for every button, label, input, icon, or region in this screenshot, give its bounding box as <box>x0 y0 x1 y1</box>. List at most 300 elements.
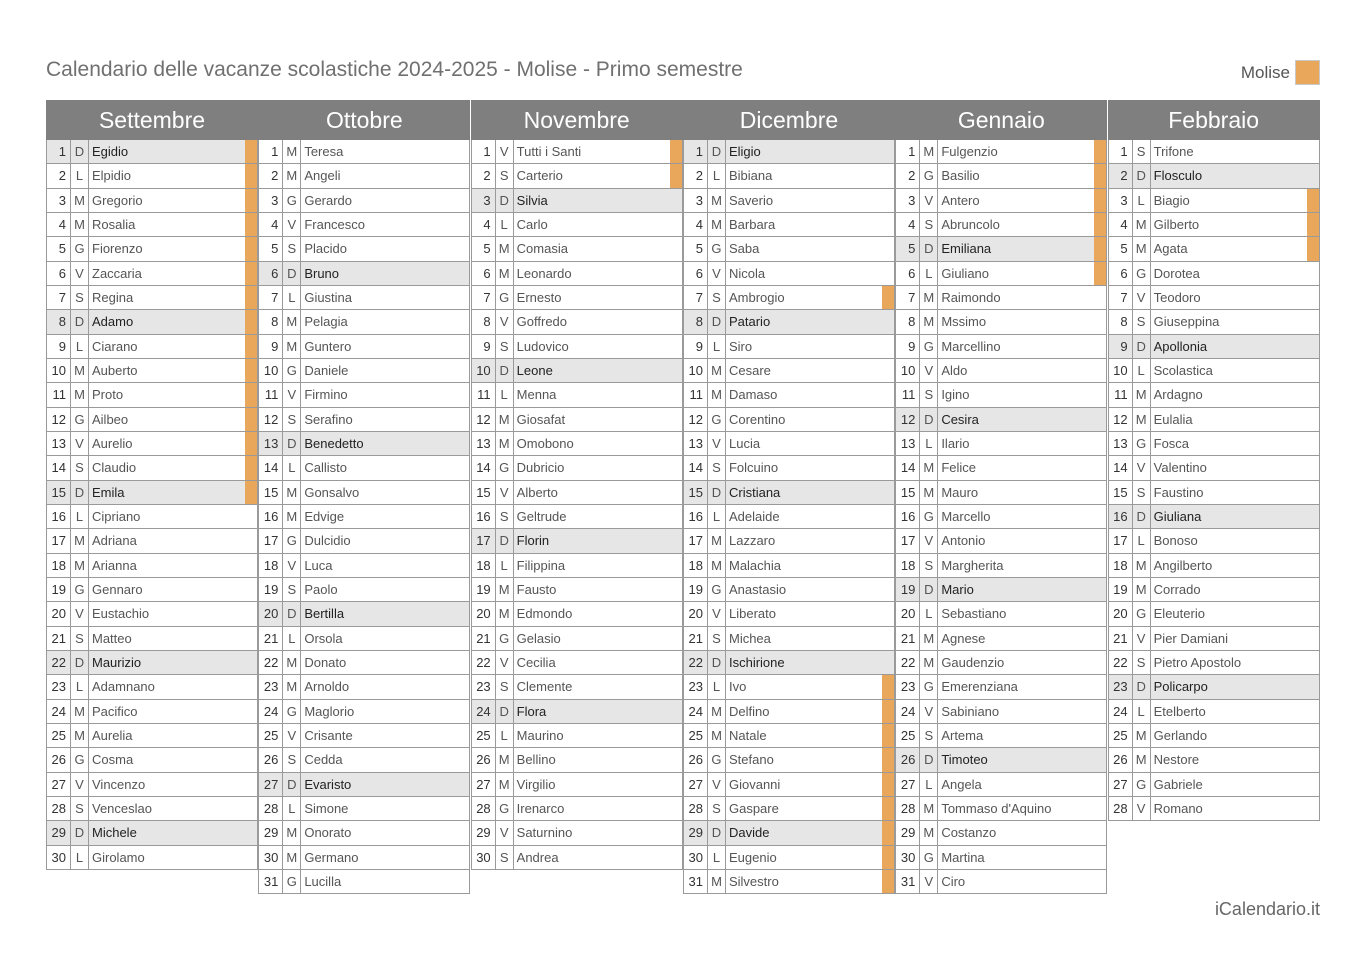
saint-name: Girolamo <box>92 849 145 865</box>
saint-name: Gilberto <box>1153 216 1200 232</box>
saint-name: Gennaro <box>92 581 143 597</box>
day-row <box>683 529 895 553</box>
day-number: 21 <box>684 627 708 650</box>
saint-name: Tommaso d'Aquino <box>941 800 1052 816</box>
saint-name: Timoteo <box>941 752 988 768</box>
day-row <box>895 383 1107 407</box>
day-number: 16 <box>896 505 920 528</box>
day-number: 13 <box>1109 432 1133 455</box>
weekday-letter: M <box>1133 724 1151 747</box>
day-number: 6 <box>259 262 283 285</box>
saint-name: Firmino <box>304 387 348 403</box>
saint-name: Lucilla <box>304 873 342 889</box>
day-row <box>258 529 470 553</box>
holiday-slot <box>457 554 469 577</box>
saint-name: Tutti i Santi <box>516 144 582 159</box>
weekday-letter: V <box>71 262 89 285</box>
day-row <box>895 651 1107 675</box>
day-number: 3 <box>47 189 71 212</box>
day-number: 21 <box>1109 627 1133 650</box>
day-number: 2 <box>259 164 283 187</box>
day-number: 19 <box>47 578 71 601</box>
saint-name: Venceslao <box>92 800 152 816</box>
day-row <box>471 262 683 286</box>
holiday-marker <box>882 846 894 869</box>
holiday-marker <box>1094 189 1106 212</box>
weekday-letter: S <box>708 627 726 650</box>
day-number: 21 <box>896 627 920 650</box>
holiday-slot <box>245 602 257 625</box>
day-number: 23 <box>1109 675 1133 698</box>
day-number: 20 <box>47 602 71 625</box>
day-number: 19 <box>1109 578 1133 601</box>
saint-name: Maglorio <box>304 703 355 719</box>
holiday-slot <box>670 286 682 309</box>
holiday-slot <box>1307 651 1319 674</box>
day-row <box>258 675 470 699</box>
saint-name: Saba <box>728 241 760 257</box>
day-row <box>46 724 258 748</box>
holiday-slot <box>1094 821 1106 844</box>
holiday-slot <box>1094 456 1106 479</box>
day-number: 26 <box>896 748 920 771</box>
day-number: 16 <box>47 505 71 528</box>
saint-name: Egidio <box>92 144 129 159</box>
day-row <box>471 797 683 821</box>
day-number: 27 <box>896 773 920 796</box>
holiday-marker <box>882 773 894 796</box>
saint-name: Eustachio <box>92 606 150 622</box>
month-febbraio <box>1108 100 1320 821</box>
day-row <box>471 821 683 845</box>
day-number: 30 <box>684 846 708 869</box>
weekday-letter: M <box>283 335 301 358</box>
holiday-slot <box>1307 262 1319 285</box>
weekday-letter: M <box>71 700 89 723</box>
day-row <box>258 821 470 845</box>
holiday-marker <box>1094 262 1106 285</box>
saint-name: Simone <box>304 800 349 816</box>
saint-name: Cecilia <box>516 654 556 670</box>
holiday-slot <box>882 481 894 504</box>
saint-name: Pacifico <box>92 703 138 719</box>
holiday-slot <box>882 213 894 236</box>
weekday-letter: S <box>920 383 938 406</box>
day-row <box>471 213 683 237</box>
day-number: 20 <box>1109 602 1133 625</box>
saint-name: Edmondo <box>516 606 573 622</box>
day-number: 4 <box>896 213 920 236</box>
day-number: 5 <box>472 237 496 260</box>
saint-name: Gabriele <box>1153 776 1203 792</box>
saint-name: Aurelio <box>92 435 133 451</box>
day-row <box>683 724 895 748</box>
weekday-letter: D <box>496 700 514 723</box>
weekday-letter: G <box>71 237 89 260</box>
weekday-letter: D <box>708 821 726 844</box>
weekday-letter: M <box>920 797 938 820</box>
day-number: 7 <box>684 286 708 309</box>
day-row <box>471 383 683 407</box>
saint-name: Gaspare <box>728 800 779 816</box>
day-number: 23 <box>684 675 708 698</box>
day-number: 14 <box>47 456 71 479</box>
month-novembre <box>471 100 683 870</box>
day-number: 26 <box>47 748 71 771</box>
weekday-letter: D <box>496 529 514 552</box>
weekday-letter: G <box>1133 432 1151 455</box>
day-number: 22 <box>896 651 920 674</box>
day-row <box>471 481 683 505</box>
holiday-slot <box>457 797 469 820</box>
day-number: 30 <box>896 846 920 869</box>
day-row <box>895 627 1107 651</box>
saint-name: Adelaide <box>728 508 780 524</box>
day-number: 22 <box>47 651 71 674</box>
day-number: 8 <box>1109 310 1133 333</box>
weekday-letter: M <box>1133 237 1151 260</box>
holiday-slot <box>457 773 469 796</box>
day-number: 31 <box>684 870 708 893</box>
day-number: 18 <box>1109 554 1133 577</box>
day-row <box>471 164 683 188</box>
month-header: Dicembre <box>683 100 895 140</box>
weekday-letter: S <box>920 213 938 236</box>
day-row <box>471 140 683 164</box>
saint-name: Donato <box>304 654 347 670</box>
day-number: 27 <box>684 773 708 796</box>
day-row <box>895 505 1107 529</box>
holiday-slot <box>245 675 257 698</box>
day-row <box>471 505 683 529</box>
day-number: 10 <box>1109 359 1133 382</box>
holiday-slot <box>1094 700 1106 723</box>
holiday-slot <box>457 189 469 212</box>
day-row <box>258 481 470 505</box>
weekday-letter: M <box>708 529 726 552</box>
holiday-slot <box>882 602 894 625</box>
weekday-letter: D <box>1133 505 1151 528</box>
weekday-letter: V <box>71 432 89 455</box>
weekday-letter: D <box>71 310 89 333</box>
day-number: 23 <box>47 675 71 698</box>
holiday-marker <box>882 724 894 747</box>
day-number: 12 <box>896 408 920 431</box>
day-number: 11 <box>1109 383 1133 406</box>
day-row <box>258 140 470 164</box>
day-row <box>895 748 1107 772</box>
weekday-letter: D <box>920 578 938 601</box>
weekday-letter: D <box>1133 335 1151 358</box>
saint-name: Antero <box>941 192 980 208</box>
holiday-slot <box>1094 359 1106 382</box>
weekday-letter: V <box>1133 627 1151 650</box>
weekday-letter: L <box>708 164 726 187</box>
weekday-letter: S <box>71 627 89 650</box>
holiday-slot <box>457 505 469 528</box>
saint-name: Onorato <box>304 825 352 841</box>
weekday-letter: L <box>71 164 89 187</box>
day-row <box>683 675 895 699</box>
day-number: 13 <box>47 432 71 455</box>
weekday-letter: M <box>1133 383 1151 406</box>
weekday-letter: G <box>283 189 301 212</box>
holiday-slot <box>882 627 894 650</box>
saint-name: Giovanni <box>728 776 781 792</box>
holiday-slot <box>882 237 894 260</box>
weekday-letter: G <box>1133 602 1151 625</box>
page-title: Calendario delle vacanze scolastiche 2024-2025 - Molise - Primo semestre <box>46 58 743 81</box>
day-row <box>258 700 470 724</box>
weekday-letter: M <box>1133 578 1151 601</box>
weekday-letter: L <box>920 773 938 796</box>
day-number: 13 <box>896 432 920 455</box>
holiday-slot <box>1307 140 1319 163</box>
holiday-slot <box>882 359 894 382</box>
saint-name: Abruncolo <box>941 216 1000 232</box>
day-row <box>258 602 470 626</box>
saint-name: Luca <box>304 557 333 573</box>
day-number: 11 <box>472 383 496 406</box>
day-row <box>683 651 895 675</box>
holiday-slot <box>457 481 469 504</box>
holiday-marker <box>1094 164 1106 187</box>
weekday-letter: M <box>1133 748 1151 771</box>
holiday-slot <box>670 821 682 844</box>
weekday-letter: M <box>496 408 514 431</box>
holiday-slot <box>1094 773 1106 796</box>
weekday-letter: M <box>920 310 938 333</box>
weekday-letter: S <box>283 748 301 771</box>
holiday-marker <box>882 821 894 844</box>
holiday-slot <box>882 164 894 187</box>
month-header: Settembre <box>46 100 258 140</box>
weekday-letter: G <box>1133 262 1151 285</box>
holiday-marker <box>245 383 257 406</box>
saint-name: Patario <box>728 314 771 330</box>
saint-name: Fosca <box>1153 435 1190 451</box>
saint-name: Raimondo <box>941 289 1001 305</box>
saint-name: Adamo <box>92 314 134 330</box>
day-row <box>46 359 258 383</box>
weekday-letter: M <box>283 821 301 844</box>
holiday-slot <box>245 529 257 552</box>
day-row <box>46 821 258 845</box>
holiday-slot <box>670 651 682 674</box>
saint-name: Carterio <box>516 168 563 184</box>
day-number: 18 <box>896 554 920 577</box>
saint-name: Aurelia <box>92 727 133 743</box>
weekday-letter: L <box>283 286 301 309</box>
holiday-slot <box>1307 797 1319 820</box>
holiday-slot <box>882 262 894 285</box>
weekday-letter: L <box>71 846 89 869</box>
day-number: 21 <box>259 627 283 650</box>
holiday-slot <box>1307 432 1319 455</box>
day-row <box>46 578 258 602</box>
saint-name: Emiliana <box>941 241 992 257</box>
day-number: 19 <box>684 578 708 601</box>
holiday-slot <box>1094 578 1106 601</box>
weekday-letter: D <box>283 432 301 455</box>
holiday-marker <box>1307 213 1319 236</box>
holiday-slot <box>1094 627 1106 650</box>
day-row <box>46 846 258 870</box>
day-row <box>1108 675 1320 699</box>
day-row <box>258 870 470 894</box>
day-number: 12 <box>684 408 708 431</box>
day-row <box>1108 140 1320 164</box>
day-number: 23 <box>896 675 920 698</box>
day-number: 5 <box>896 237 920 260</box>
day-number: 16 <box>259 505 283 528</box>
day-number: 5 <box>259 237 283 260</box>
day-row <box>1108 505 1320 529</box>
holiday-slot <box>670 700 682 723</box>
day-number: 6 <box>472 262 496 285</box>
weekday-letter: V <box>283 554 301 577</box>
day-number: 7 <box>896 286 920 309</box>
weekday-letter: S <box>708 797 726 820</box>
day-number: 10 <box>684 359 708 382</box>
holiday-slot <box>1094 724 1106 747</box>
saint-name: Gerardo <box>304 192 353 208</box>
weekday-letter: M <box>283 164 301 187</box>
holiday-slot <box>457 846 469 869</box>
day-row <box>471 310 683 334</box>
day-number: 2 <box>896 164 920 187</box>
footer-brand[interactable]: iCalendario.it <box>1214 899 1320 919</box>
weekday-letter: M <box>283 140 301 163</box>
day-row <box>1108 724 1320 748</box>
day-row <box>46 748 258 772</box>
day-row <box>683 456 895 480</box>
weekday-letter: V <box>708 432 726 455</box>
holiday-marker <box>882 797 894 820</box>
weekday-letter: M <box>920 140 938 163</box>
holiday-slot <box>882 335 894 358</box>
saint-name: Guntero <box>304 338 352 354</box>
saint-name: Biagio <box>1153 192 1190 208</box>
day-row <box>683 432 895 456</box>
day-row <box>1108 554 1320 578</box>
holiday-marker <box>1094 140 1106 163</box>
day-row <box>1108 700 1320 724</box>
saint-name: Agnese <box>941 630 986 646</box>
weekday-letter: M <box>708 213 726 236</box>
weekday-letter: L <box>496 554 514 577</box>
weekday-letter: D <box>708 140 726 163</box>
month-ottobre <box>258 100 470 894</box>
saint-name: Stefano <box>728 752 774 768</box>
saint-name: Michele <box>92 825 137 841</box>
weekday-letter: L <box>283 797 301 820</box>
weekday-letter: M <box>496 578 514 601</box>
weekday-letter: M <box>71 529 89 552</box>
holiday-slot <box>1094 310 1106 333</box>
holiday-slot <box>457 724 469 747</box>
holiday-slot <box>670 237 682 260</box>
saint-name: Flora <box>516 703 547 719</box>
weekday-letter: M <box>708 554 726 577</box>
month-header: Novembre <box>471 100 683 140</box>
weekday-letter: M <box>920 286 938 309</box>
day-number: 24 <box>47 700 71 723</box>
weekday-letter: L <box>708 846 726 869</box>
day-number: 17 <box>1109 529 1133 552</box>
day-row <box>1108 359 1320 383</box>
day-row <box>258 335 470 359</box>
day-row <box>471 189 683 213</box>
day-row <box>46 797 258 821</box>
holiday-slot <box>1094 481 1106 504</box>
day-row <box>683 383 895 407</box>
holiday-marker <box>882 675 894 698</box>
holiday-slot <box>245 578 257 601</box>
saint-name: Costanzo <box>941 825 997 841</box>
weekday-letter: G <box>708 748 726 771</box>
day-number: 27 <box>472 773 496 796</box>
day-row <box>683 748 895 772</box>
day-row <box>258 773 470 797</box>
holiday-slot <box>457 164 469 187</box>
day-number: 14 <box>259 456 283 479</box>
holiday-slot <box>670 408 682 431</box>
weekday-letter: M <box>283 846 301 869</box>
holiday-slot <box>1094 846 1106 869</box>
day-row <box>471 408 683 432</box>
day-number: 18 <box>47 554 71 577</box>
holiday-marker <box>245 359 257 382</box>
day-row <box>1108 602 1320 626</box>
day-number: 7 <box>259 286 283 309</box>
day-number: 4 <box>259 213 283 236</box>
holiday-slot <box>245 846 257 869</box>
holiday-slot <box>1307 164 1319 187</box>
weekday-letter: D <box>71 651 89 674</box>
holiday-marker <box>882 700 894 723</box>
holiday-slot <box>882 505 894 528</box>
day-row <box>258 627 470 651</box>
holiday-slot <box>1094 529 1106 552</box>
holiday-slot <box>882 432 894 455</box>
day-number: 25 <box>259 724 283 747</box>
holiday-slot <box>670 554 682 577</box>
weekday-letter: L <box>71 675 89 698</box>
weekday-letter: M <box>71 189 89 212</box>
holiday-slot <box>1307 748 1319 771</box>
day-number: 1 <box>259 140 283 163</box>
holiday-slot <box>1307 456 1319 479</box>
day-number: 11 <box>47 383 71 406</box>
day-row <box>46 773 258 797</box>
weekday-letter: D <box>71 140 89 163</box>
day-row <box>46 505 258 529</box>
weekday-letter: V <box>1133 456 1151 479</box>
month-settembre <box>46 100 258 870</box>
day-number: 8 <box>896 310 920 333</box>
holiday-slot <box>245 627 257 650</box>
day-row <box>258 310 470 334</box>
holiday-marker <box>882 870 894 893</box>
day-row <box>895 408 1107 432</box>
saint-name: Pelagia <box>304 314 348 330</box>
holiday-slot <box>457 237 469 260</box>
saint-name: Maurino <box>516 727 564 743</box>
day-number: 30 <box>259 846 283 869</box>
holiday-slot <box>1094 797 1106 820</box>
day-number: 25 <box>684 724 708 747</box>
